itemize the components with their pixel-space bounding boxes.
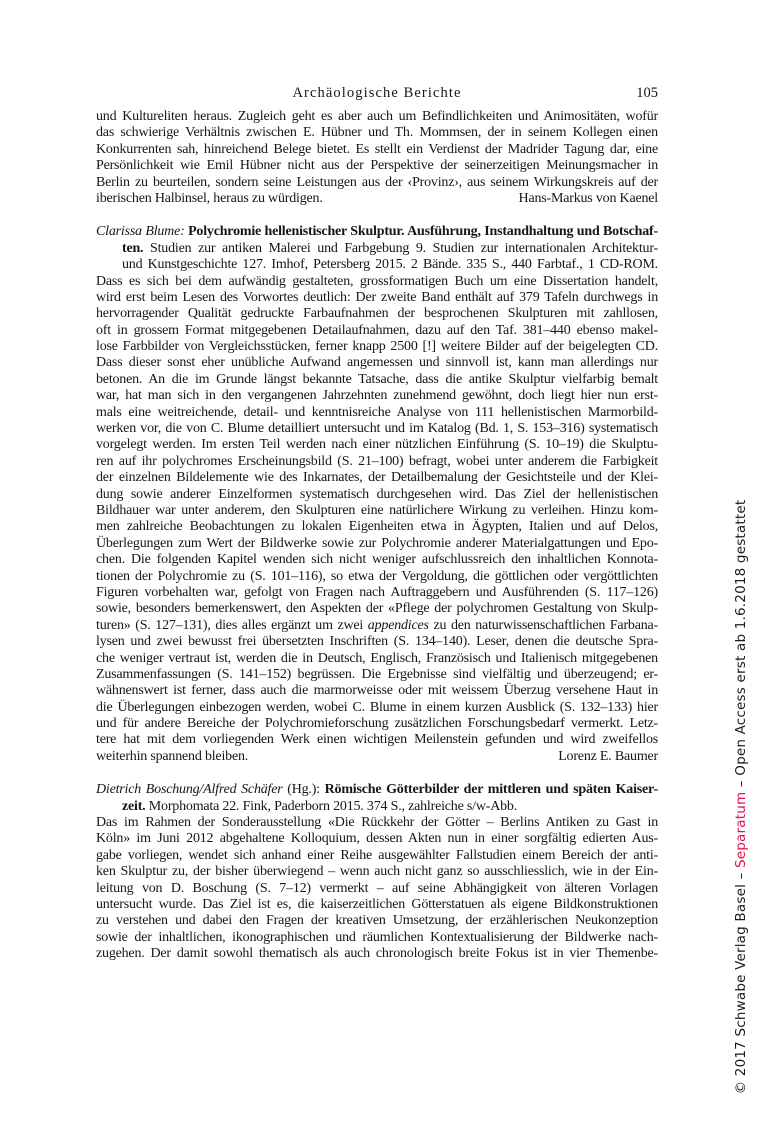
- text-line: und Kultureliten heraus. Zugleich geht es aber auch um Befindlichkeiten und Animositäten, wofür: [96, 109, 658, 124]
- copyright-text-prefix: © 2017 Schwabe Verlag Basel –: [733, 868, 749, 1095]
- text-line: lysen und zwei bewusst frei übersetzten Inschriften (S. 134–140). Leser, denen die deutsche Spra-: [96, 634, 658, 650]
- text-line: weiterhin spannend bleiben. Lorenz E. Baumer: [96, 748, 658, 764]
- text-line: vorgelegt werden. Im ersten Teil werden nach einer nützlichen Einführung (S. 10–19) die Skulptu-: [96, 437, 658, 453]
- text-line: men zahlreiche Beobachtungen zu lokalen Eigenheiten etwa in Ägypten, Italien und auf Delos,: [96, 519, 658, 535]
- text-line: untersucht wurde. Das Ziel ist es, die kaiserzeitlichen Götterstatuen als eigene Bildkonstruktionen: [96, 896, 658, 912]
- text-line: zugehen. Der damit sowohl thematisch als auch chronologisch breite Fokus ist in vier Themenbe-: [96, 946, 658, 962]
- review-tail-kaenel: [96, 109, 658, 207]
- text-line: che weniger vertraut ist, werden die in Deutsch, Englisch, Französisch und Italienisch mitgegebenen: [96, 650, 658, 666]
- review-boschung-schaefer: [96, 782, 658, 962]
- text-line: und für andere Bereiche der Polychromieforschung zusätzlichen Forschungsbedarf vermerkt. Letz-: [96, 716, 658, 732]
- text-line: Figuren vorbehalten war, gefolgt von Fragen nach Auftraggebern und Ausführenden (S. 117–126): [96, 584, 658, 600]
- text-line: betonen. An die im Grunde längst bekannte Tatsache, dass die antike Skulptur vielfarbig bemalt: [96, 371, 658, 387]
- text-line: Das im Rahmen der Sonderausstellung «Die Rückkehr der Götter – Berlins Antiken zu Gast in: [96, 815, 658, 831]
- text-line: lose Farbbilder von Vergleichsstücken, ferner knapp 2500 [!] weitere Bilder auf der beigelegten CD.: [96, 339, 658, 355]
- text-line: werken vor, die von C. Blume detailliert untersucht und im Katalog (Bd. 1, S. 153–316) systematisch: [96, 421, 658, 437]
- text-line: war, hat man sich in den vergangenen Jahrzehnten zunehmend gewöhnt, doch liegt hier nun erst-: [96, 388, 658, 404]
- text-content: [96, 109, 658, 963]
- journal-title: Archäologische Berichte: [292, 85, 462, 101]
- text-line: ten. Studien zur antiken Malerei und Farbgebung 9. Studien zur internationalen Architektur-: [122, 240, 658, 256]
- text-line: hervorragender Qualität gedruckte Farbaufnahmen der besprochenen Skulpturen mit zahllosen,: [96, 306, 658, 322]
- text-line: ken Skulptur zu, der bisher überwiegend – wenn auch nicht ganz so ausschliesslich, wie in der Ein-: [96, 864, 658, 880]
- page-header: [96, 84, 658, 102]
- text-line: Dietrich Boschung/Alfred Schäfer (Hg.): Römische Götterbilder der mittleren und späten Kaiser-: [96, 782, 658, 798]
- text-line: Überlegungen zum Wert der Bildwerke sowie zur Polychromie anderer Materialgattungen und Epo-: [96, 535, 658, 551]
- text-line: ren auf ihr polychromes Erscheinungsbild (S. 21–100) befragt, wobei unter anderem die Farbigkeit: [96, 453, 658, 469]
- text-line: Zusammenfassungen (S. 141–152) begrüssen. Die Ergebnisse sind vielfältig und überzeugend; er-: [96, 666, 658, 682]
- text-line: Bildhauer war unter anderem, den Skulpturen eine natürlichere Wirkung zu verleihen. Hinzu kom-: [96, 502, 658, 518]
- text-line: die Überlegungen einbezogen werden, wobei C. Blume in einem kurzen Ausblick (S. 132–133) hier: [96, 699, 658, 715]
- text-line: Berlin zu beurteilen, sondern seine Leistungen aus der ‹Provinz›, aus seinem Wirkungskreis auf der: [96, 174, 658, 190]
- text-line: tionen der Polychromie zu (S. 101–116), so etwa der Vergoldung, die göttlichen oder vergöttlichten: [96, 568, 658, 584]
- text-line: sowie der inhaltlichen, ikonographischen und räumlichen Kontextualisierung der Bildwerke nach-: [96, 929, 658, 945]
- text-line: leitung von D. Boschung (S. 7–12) vermerkt – auf seine Abhängigkeit von älteren Vorlagen: [96, 880, 658, 896]
- text-line: turen» (S. 127–131), dies alles ergänzt um zwei appendices zu den naturwissenschaftlichen Farbana-: [96, 617, 658, 633]
- text-line: dung sowie anderer Einzelformen systematisch durchgesehen wird. Das Ziel der hellenistischen: [96, 486, 658, 502]
- text-line: Köln» im Juni 2012 abgehaltene Kolloquium, dessen Akten nun in einer sorgfältig edierten Aus-: [96, 831, 658, 847]
- text-line: wähnenswert ist ferner, dass auch die marmorweisse oder mit weissem Überzug versehene Haut in: [96, 683, 658, 699]
- page-number: 105: [636, 85, 658, 101]
- text-line: Dass dieser sonst eher unübliche Aufwand angemessen und sinnvoll ist, kann man allerdings nur: [96, 355, 658, 371]
- text-line: der einzelnen Bildelemente wie des Inkarnates, der Detailbemalung der Gesichtsteile und der Klei-: [96, 470, 658, 486]
- text-line: das schwierige Verhältnis zwischen E. Hübner und Th. Mommsen, der in seinem Kollegen einen: [96, 125, 658, 141]
- text-line: wird erst beim Lesen des Vorwortes deutlich: Der zweite Band enthält auf 379 Tafeln durchwegs in: [96, 289, 658, 305]
- reviewer-signature: Lorenz E. Baumer: [558, 748, 658, 764]
- text-line: Persönlichkeit wie Emil Hübner nicht aus der Perspektive der seinerzeitigen Meinungsmacher in: [96, 158, 658, 174]
- text-line: mals eine weitreichende, detail- und kenntnisreiche Analyse von 111 hellenistischen Marmorbild-: [96, 404, 658, 420]
- text-line: Konkurrenten sah, hinreichend Belege bietet. Es stellt ein Verdienst der Madrider Tagung dar, eine: [96, 141, 658, 157]
- text-line: zu verstehen und dabei den Fragen der kreativen Umsetzung, der erzählerischen Neukonzeption: [96, 913, 658, 929]
- text-line: und Kunstgeschichte 127. Imhof, Petersberg 2015. 2 Bände. 335 S., 440 Farbtaf., 1 CD-ROM.: [122, 257, 658, 273]
- text-line: Clarissa Blume: Polychromie hellenistischer Skulptur. Ausführung, Instandhaltung und Botschaf-: [96, 224, 658, 240]
- text-line: iberischen Halbinsel, heraus zu würdigen. Hans-Markus von Kaenel: [96, 190, 658, 206]
- copyright-sidebar: [733, 500, 749, 1095]
- text-line: Dass es sich bei dem aufwändig gestalteten, grossformatigen Buch um eine Dissertation handelt,: [96, 273, 658, 289]
- text-line: gabe vorliegen, wendet sich anhand einer Reihe ausgewählter Fallstudien einem Bereich der anti-: [96, 847, 658, 863]
- text-line: oft in grossem Format mitgegebenen Detailaufnahmen, dazu auf den Taf. 381–440 ebenso makel-: [96, 322, 658, 338]
- text-line: chen. Die folgenden Kapitel wenden sich nicht weniger aufschlussreich den inhaltlichen Konnota-: [96, 552, 658, 568]
- text-line: zeit. Morphomata 22. Fink, Paderborn 2015. 374 S., zahlreiche s/w-Abb.: [122, 798, 518, 814]
- reviewer-signature: Hans-Markus von Kaenel: [518, 190, 658, 206]
- separatum-label: Separatum: [733, 791, 749, 869]
- copyright-text-suffix: – Open Access erst ab 1.6.2018 gestattet: [733, 499, 749, 792]
- text-line: tere hat mit dem vorliegenden Werk einen wichtigen Meilenstein gefunden und wird zweifellos: [96, 732, 658, 748]
- text-line: sowie, besonders bemerkenswert, den Aspekten der «Pflege der polychromen Gestaltung von Skulp-: [96, 601, 658, 617]
- review-blume: [96, 224, 658, 765]
